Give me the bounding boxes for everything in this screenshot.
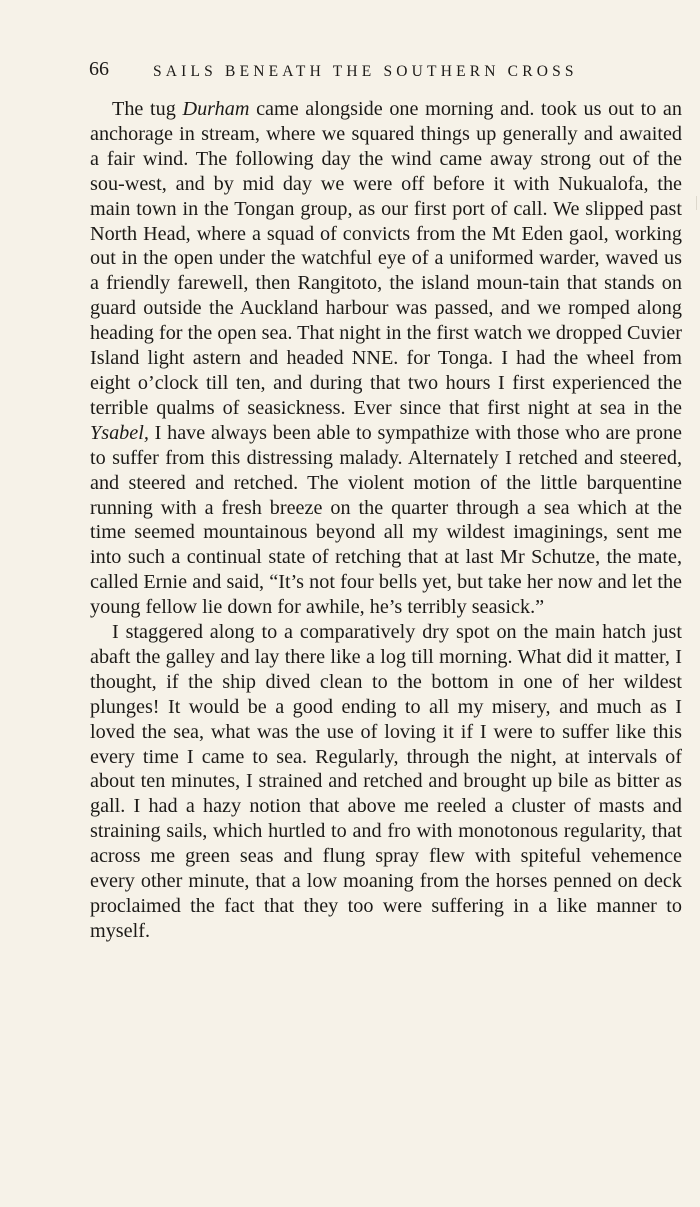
paragraph-2-run-1: I staggered along to a comparatively dry spot on the main hatch just abaft the galley and lay there like a log till morning. What did it matter, I thought, if the ship dived clean to the bottom in one of her wildest plunges! It would be a good ending to all my misery, and much as I loved the sea, what was the use of loving it if I were to suffer like this every time I came to sea. Regularly, through the night, at intervals of about ten minutes, I strained and retched and brought up bile as bitter as gall. I had a hazy notion that above me reeled a cluster of masts and straining sails, which hurtled to and fro with monotonous regularity, that across me green seas and flung spray flew with spiteful vehemence every other minute, that a low moaning from the horses penned on deck proclaimed the fact that they too were suffering in a like manner to myself. (90, 621, 682, 942)
running-title: SAILS BENEATH THE SOUTHERN CROSS (153, 63, 578, 80)
page-number: 66 (89, 58, 109, 80)
body-text (90, 97, 682, 944)
paragraph-2 (90, 620, 682, 944)
ship-name-durham: Durham (182, 98, 250, 120)
paragraph-1-run-5: I have always been able to sympathize with those who are prone to suffer from this distressing malady. Alternately I retched and steered, and steered and retched. The violent motion of the little barquentine running with a fresh breeze on the quarter through a sea which at the time seemed mountainous beyond all my wildest imaginings, sent me into such a continual state of retching that at last Mr Schutze, the mate, called Ernie and said, “It’s not four bells yet, but take her now and let the young fellow lie down for awhile, he’s terribly seasick.” (90, 421, 682, 619)
ship-name-ysabel: Ysabel, (90, 421, 149, 444)
paragraph-1-run-3: came alongside one morning and. took us out to an anchorage in stream, where we squared things up generally and awaited a fair wind. The following day the wind came away strong out of the sou-west, and by mid day we were off before it with Nukualofa, the main town in the Tongan group, as our first port of call. We slipped past North Head, where a squad of convicts from the Mt Eden gaol, working out in the open under the watchful eye of a uniformed warder, waved us a friendly farewell, then Rangitoto, the island moun-tain that stands on guard outside the Auckland harbour was passed, and we romped along heading for the open sea. That night in the first watch we dropped Cuvier Island light astern and headed NNE. for Tonga. I had the wheel from eight o’clock till ten, and during that two hours I first experienced the terrible qualms of seasickness. Ever since that first night at sea in the (90, 98, 682, 419)
paragraph-1 (90, 97, 682, 620)
paragraph-1-run-1: The tug (112, 98, 183, 120)
page-edge-mark (687, 196, 697, 210)
running-head (89, 58, 649, 88)
